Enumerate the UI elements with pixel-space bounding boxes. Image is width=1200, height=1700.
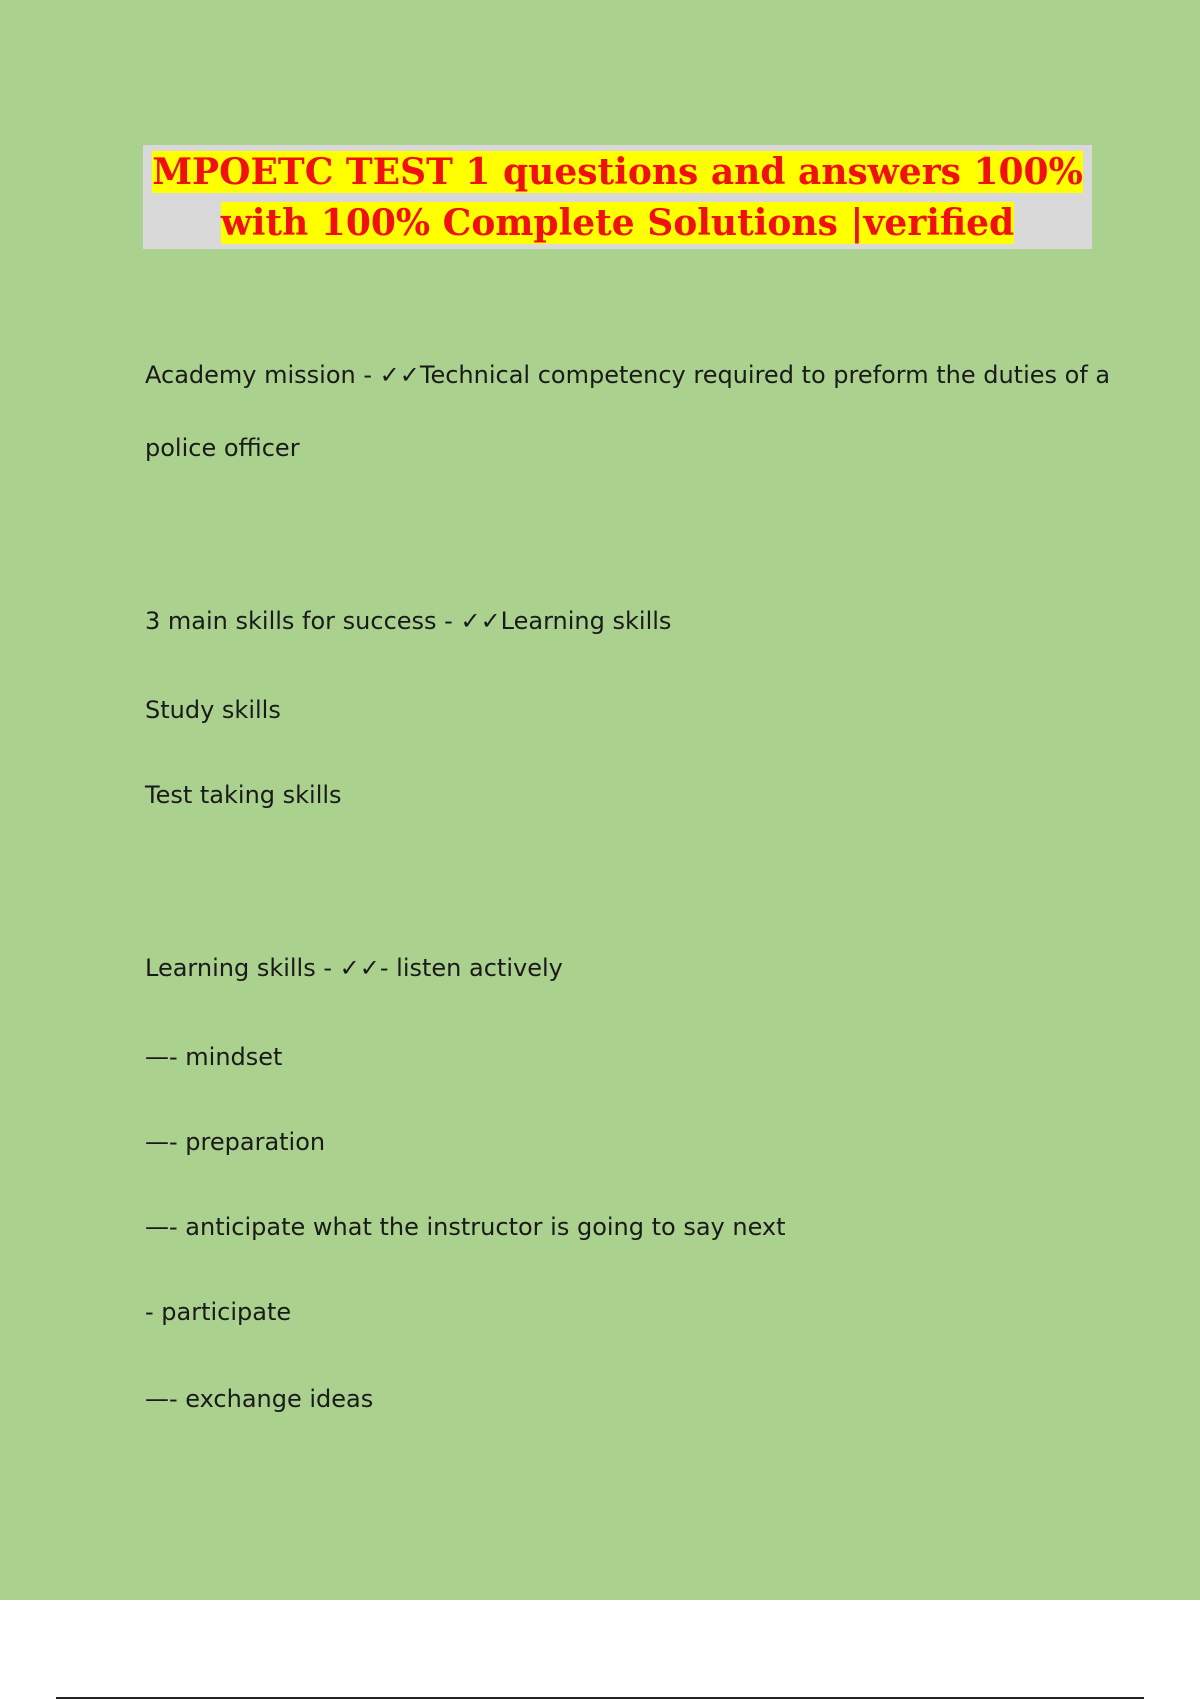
title-line-1 [143, 147, 1092, 198]
title-line-2 [143, 198, 1092, 249]
entry-participate: - participate [145, 1298, 292, 1326]
title-line-2-text: with 100% Complete Solutions |verified [220, 202, 1015, 244]
entry-anticipate: —- anticipate what the instructor is going to say next [145, 1213, 786, 1241]
footer-divider [56, 1697, 1144, 1699]
entry-study-skills: Study skills [145, 696, 281, 724]
entry-learning-skills: Learning skills - ✓✓- listen actively [145, 954, 563, 982]
title-banner [143, 145, 1092, 249]
entry-test-taking-skills: Test taking skills [145, 781, 342, 809]
title-line-1-text: MPOETC TEST 1 questions and answers 100% [152, 151, 1083, 193]
entry-main-skills: 3 main skills for success - ✓✓Learning skills [145, 607, 672, 635]
entry-preparation: —- preparation [145, 1128, 326, 1156]
entry-academy-mission: Academy mission - ✓✓Technical competency required to preform the duties of a [145, 361, 1111, 389]
entry-academy-mission-cont: police officer [145, 434, 300, 462]
entry-mindset: —- mindset [145, 1043, 283, 1071]
entry-exchange-ideas: —- exchange ideas [145, 1385, 374, 1413]
